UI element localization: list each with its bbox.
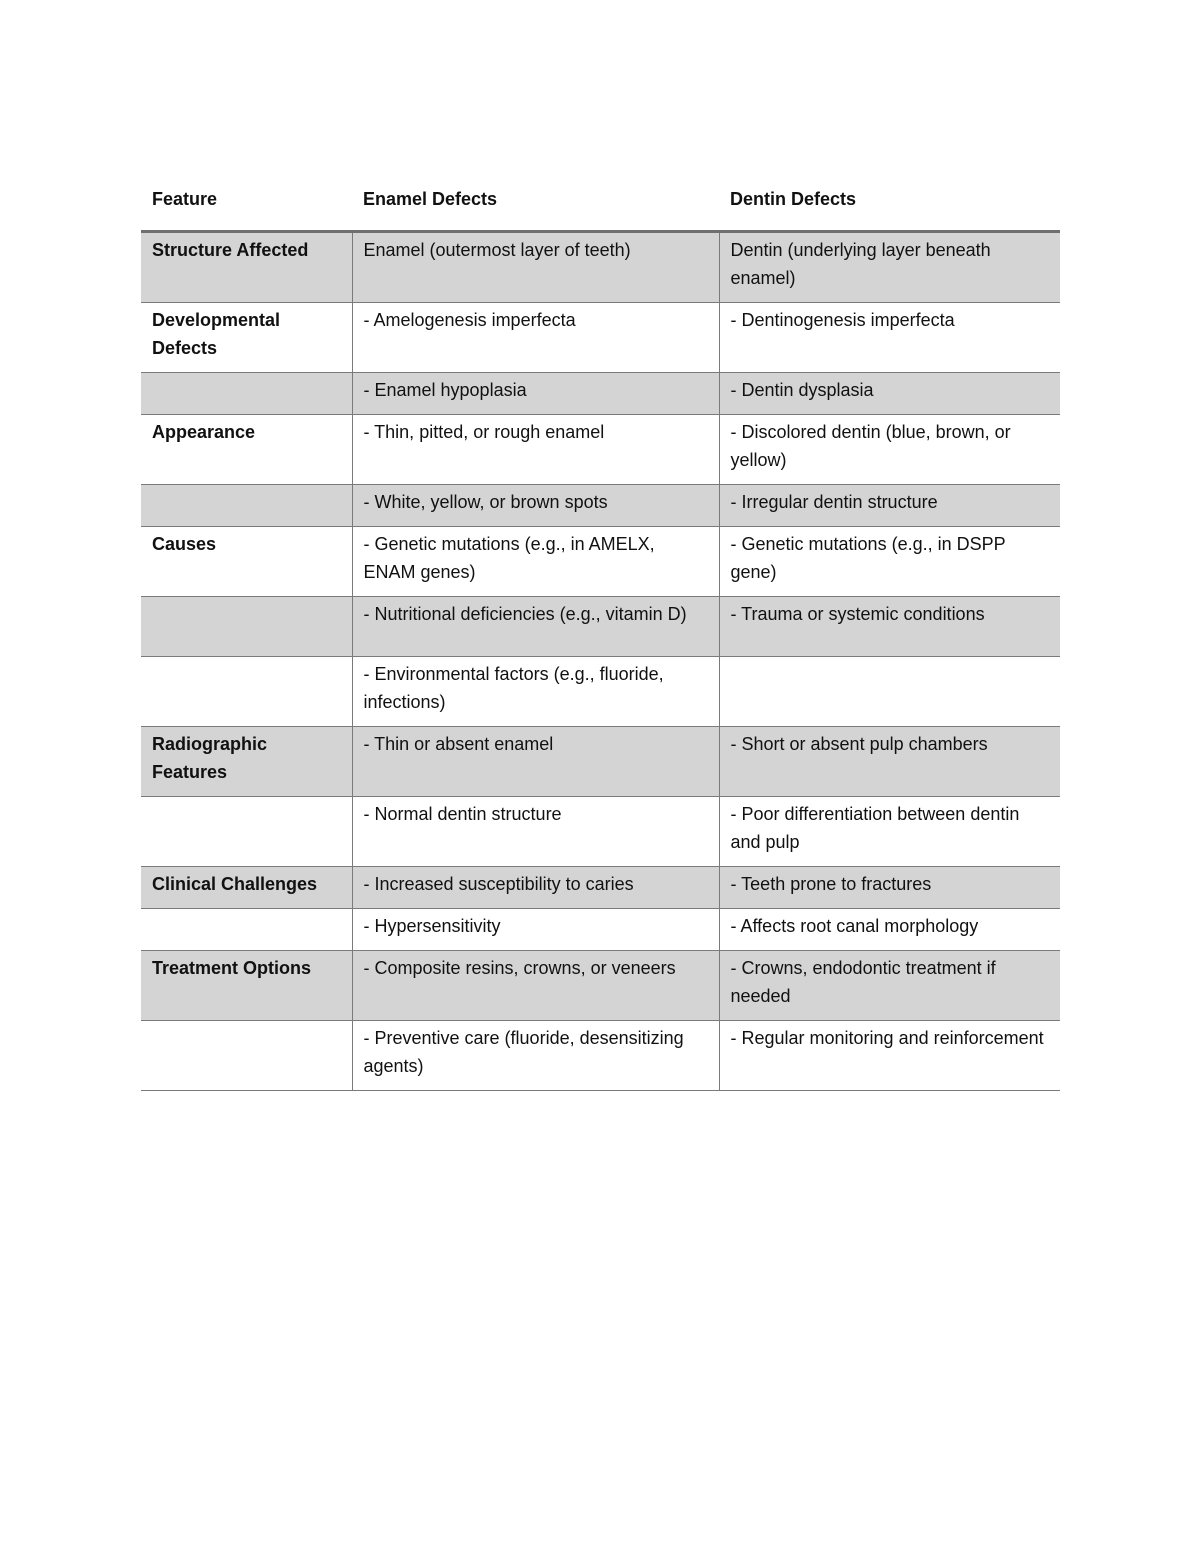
feature-cell (141, 1021, 352, 1091)
dentin-cell: - Poor differentiation between dentin and pulp (719, 797, 1060, 867)
feature-cell (141, 657, 352, 727)
feature-cell (141, 373, 352, 415)
feature-cell: Treatment Options (141, 951, 352, 1021)
enamel-cell: - Normal dentin structure (352, 797, 719, 867)
dentin-cell: - Affects root canal morphology (719, 909, 1060, 951)
table-row (141, 657, 1060, 727)
dentin-cell: - Crowns, endodontic treatment if needed (719, 951, 1060, 1021)
feature-cell: Structure Affected (141, 232, 352, 303)
table-row (141, 1021, 1060, 1091)
feature-cell (141, 597, 352, 657)
table-row (141, 527, 1060, 597)
table-row (141, 232, 1060, 303)
enamel-cell: - Genetic mutations (e.g., in AMELX, ENAM genes) (352, 527, 719, 597)
enamel-cell: - Composite resins, crowns, or veneers (352, 951, 719, 1021)
enamel-cell: Enamel (outermost layer of teeth) (352, 232, 719, 303)
table-row (141, 909, 1060, 951)
feature-cell: Clinical Challenges (141, 867, 352, 909)
table-header-row (141, 178, 1060, 232)
table-row (141, 373, 1060, 415)
feature-cell: Radiographic Features (141, 727, 352, 797)
enamel-cell: - Nutritional deficiencies (e.g., vitamin D) (352, 597, 719, 657)
feature-cell (141, 797, 352, 867)
feature-cell (141, 909, 352, 951)
table-row (141, 597, 1060, 657)
feature-cell (141, 485, 352, 527)
dentin-cell: - Teeth prone to fractures (719, 867, 1060, 909)
table-row (141, 303, 1060, 373)
enamel-cell: - Environmental factors (e.g., fluoride, infections) (352, 657, 719, 727)
comparison-table-wrapper (141, 178, 1060, 1091)
enamel-cell: - Thin or absent enamel (352, 727, 719, 797)
feature-cell: Appearance (141, 415, 352, 485)
table-row (141, 415, 1060, 485)
table-row (141, 797, 1060, 867)
enamel-cell: - Increased susceptibility to caries (352, 867, 719, 909)
enamel-cell: - White, yellow, or brown spots (352, 485, 719, 527)
feature-cell: Causes (141, 527, 352, 597)
comparison-table (141, 178, 1060, 1091)
dentin-cell: - Dentin dysplasia (719, 373, 1060, 415)
enamel-cell: - Hypersensitivity (352, 909, 719, 951)
header-dentin-defects: Dentin Defects (719, 178, 1060, 232)
enamel-cell: - Amelogenesis imperfecta (352, 303, 719, 373)
dentin-cell (719, 657, 1060, 727)
dentin-cell: Dentin (underlying layer beneath enamel) (719, 232, 1060, 303)
enamel-cell: - Enamel hypoplasia (352, 373, 719, 415)
table-row (141, 485, 1060, 527)
dentin-cell: - Short or absent pulp chambers (719, 727, 1060, 797)
dentin-cell: - Regular monitoring and reinforcement (719, 1021, 1060, 1091)
header-enamel-defects: Enamel Defects (352, 178, 719, 232)
header-feature: Feature (141, 178, 352, 232)
feature-cell: Developmental Defects (141, 303, 352, 373)
table-row (141, 867, 1060, 909)
table-row (141, 727, 1060, 797)
dentin-cell: - Dentinogenesis imperfecta (719, 303, 1060, 373)
dentin-cell: - Discolored dentin (blue, brown, or yellow) (719, 415, 1060, 485)
enamel-cell: - Thin, pitted, or rough enamel (352, 415, 719, 485)
dentin-cell: - Irregular dentin structure (719, 485, 1060, 527)
dentin-cell: - Genetic mutations (e.g., in DSPP gene) (719, 527, 1060, 597)
enamel-cell: - Preventive care (fluoride, desensitizing agents) (352, 1021, 719, 1091)
table-row (141, 951, 1060, 1021)
dentin-cell: - Trauma or systemic conditions (719, 597, 1060, 657)
